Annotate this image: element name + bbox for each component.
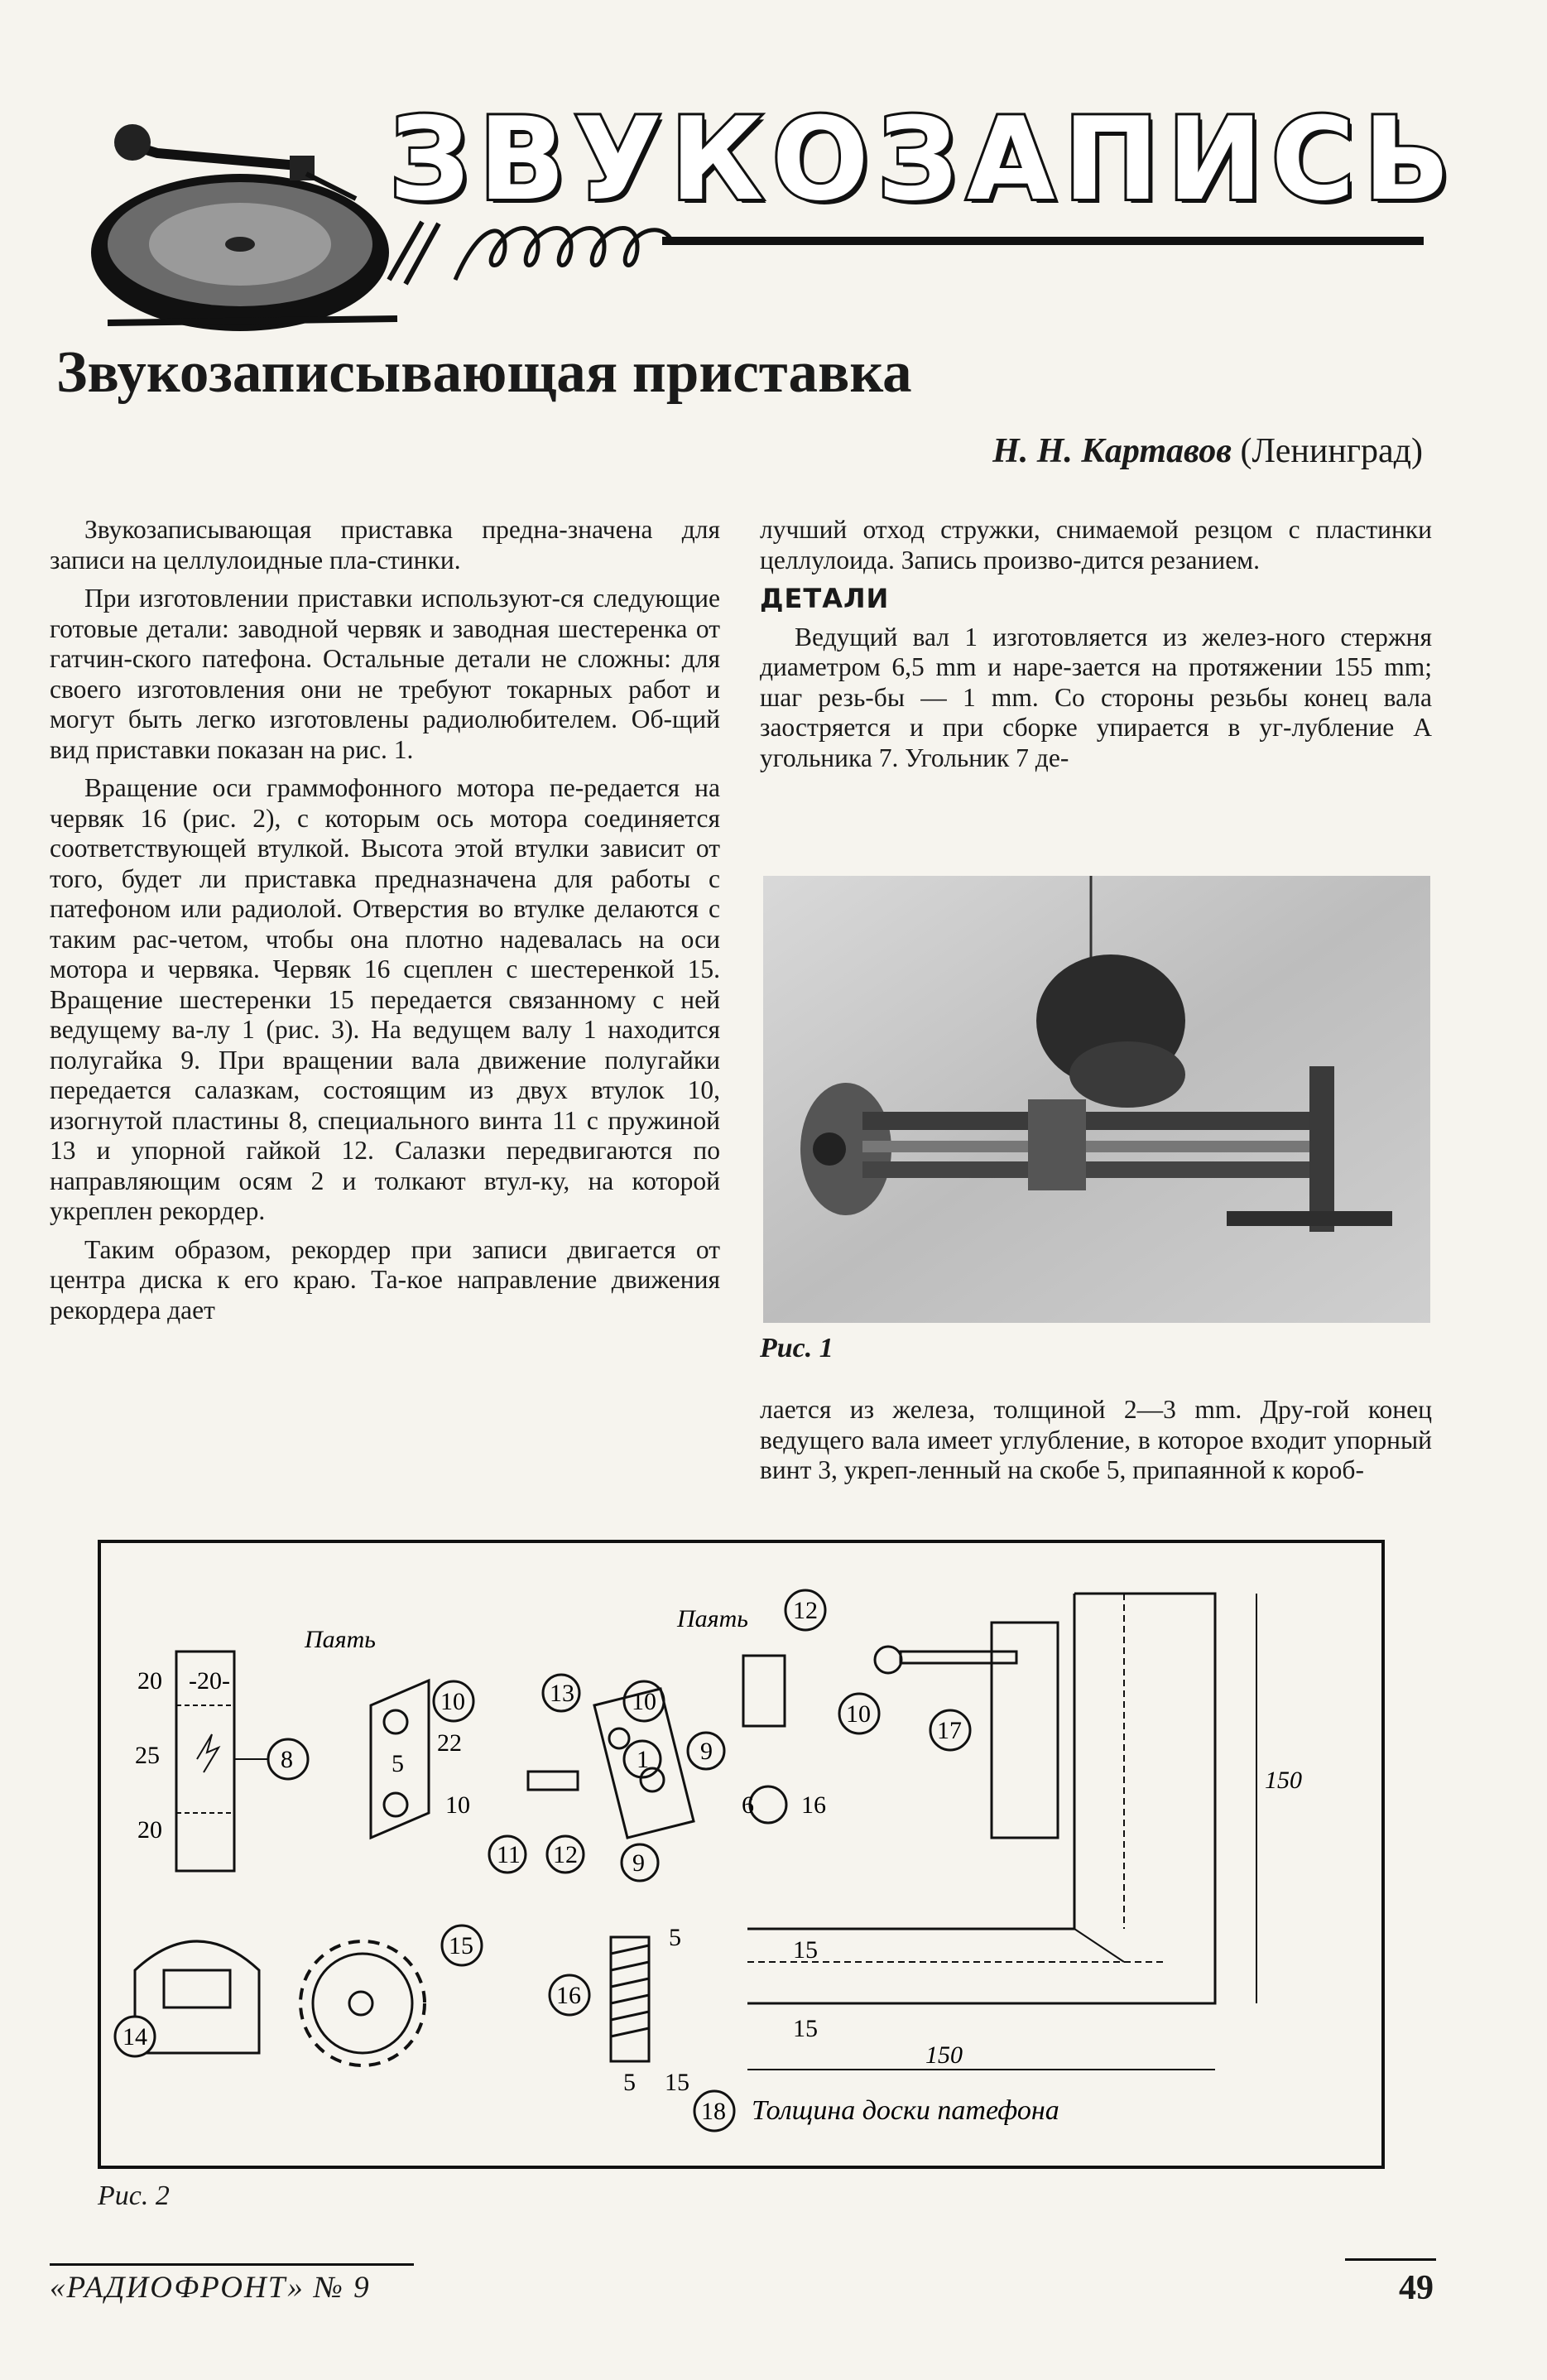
dim-label: 15 (793, 1936, 818, 1964)
figure-1-caption: Рис. 1 (760, 1333, 834, 1363)
paragraph: лучший отход стружки, снимаемой резцом с пластинки целлулоида. Запись произво-дится резанием. (760, 515, 1432, 575)
section-title: ЗВУКОЗАПИСЬ (389, 93, 1459, 226)
part-number: 12 (553, 1841, 578, 1868)
dim-label: 15 (793, 2015, 818, 2042)
solder-label: Паять (305, 1626, 376, 1653)
part-number: 15 (449, 1932, 473, 1959)
footer-rule (1345, 2258, 1436, 2261)
solder-label: Паять (677, 1605, 748, 1632)
dim-label: 6 (742, 1791, 754, 1819)
left-column (50, 515, 720, 1334)
paragraph: При изготовлении приставки используют-ся следующие готовые детали: заводной червяк и заводная шестеренка от гатчин-ского патефона. Остальные детали не сложны: для своего изготовления они не требуют токарных работ и могут быть легко изготовлены радиолюбителем. Об-щий вид приставки показан на рис. 1. (50, 584, 720, 764)
dim-label: 16 (801, 1791, 826, 1819)
part-number: 14 (123, 2023, 147, 2051)
dim-label: 5 (623, 2069, 636, 2096)
part-number: 18 (701, 2098, 726, 2125)
paragraph: Таким образом, рекордер при записи двигается от центра диска к его краю. Та-кое направление движения рекордера дает (50, 1234, 720, 1325)
dim-label: 150 (925, 2041, 963, 2069)
journal-name: «РАДИОФРОНТ» № 9 (50, 2271, 371, 2305)
dim-label: 15 (665, 2069, 689, 2096)
dim-label: 22 (437, 1729, 462, 1757)
right-column-top (760, 515, 1432, 781)
part-number: 17 (937, 1717, 962, 1744)
part-number: 16 (556, 1982, 581, 2009)
author-name: Н. Н. Картавов (992, 432, 1232, 470)
part-number: 12 (793, 1597, 818, 1624)
part-number: 10 (440, 1688, 465, 1715)
dim-label: 150 (1265, 1767, 1302, 1794)
part-number: 13 (550, 1680, 574, 1707)
section-heading: ДЕТАЛИ (760, 583, 890, 614)
board-thickness-label: Толщина доски патефона (752, 2095, 1059, 2126)
author-city: (Ленинград) (1240, 432, 1423, 470)
dim-label: 20 (137, 1667, 162, 1695)
part-number: 11 (497, 1841, 521, 1868)
part-number: 9 (632, 1849, 645, 1877)
article-title: Звукозаписывающая приставка (56, 340, 912, 405)
figure-2-drawing (98, 1540, 1385, 2169)
footer-rule (50, 2263, 414, 2266)
page-number: 49 (1399, 2269, 1434, 2307)
banner-flourish (381, 214, 1440, 288)
device-photo (763, 876, 1430, 1323)
paragraph: Звукозаписывающая приставка предна-значена для записи на целлулоидные пла-стинки. (50, 515, 720, 575)
dim-label: 10 (445, 1791, 470, 1819)
dim-label: 5 (669, 1924, 681, 1951)
dim-label: -20- (189, 1667, 230, 1695)
part-number: 1 (637, 1746, 649, 1773)
dim-label: 25 (135, 1742, 160, 1769)
part-number: 9 (700, 1738, 713, 1765)
part-number: 10 (846, 1700, 871, 1728)
figure-2-caption: Рис. 2 (98, 2180, 170, 2211)
dim-label: 20 (137, 1816, 162, 1844)
paragraph: лается из железа, толщиной 2—3 mm. Дру-гой конец ведущего вала имеет углубление, в которое входит упорный винт 3, укреп-ленный на скобе 5, припаянной к короб- (760, 1395, 1432, 1484)
paragraph: Вращение оси граммофонного мотора пе-редается на червяк 16 (рис. 2), с которым ось мотора соединяется соответствующей втулкой. Высота этой втулки зависит от того, будет ли приставка предназначена для работы с патефоном или радиолой. Отверстия во втулке делаются с таким рас-четом, чтобы она плотно надевалась на оси мотора и червяка. Червяк 16 сцеплен с шестеренкой 15. Вращение шестеренки 15 передается связанному с ней ведущему ва-лу 1 (рис. 3). На ведущем валу 1 находится полугайка 9. При вращении вала движение полугайки передается салазкам, состоящим из двух втулок 10, изогнутой пластины 8, специального винта 11 с пружиной 13 и упорной гайкой 12. Салазки передвигаются по направляющим осям 2 и толкают втул-ку, на которой укреплен рекордер. (50, 773, 720, 1225)
byline (992, 426, 1423, 476)
part-number: 8 (281, 1746, 293, 1773)
paragraph: Ведущий вал 1 изготовляется из желез-ного стержня диаметром 6,5 mm и наре-зается на протяжении 155 mm; шаг резь-бы — 1 mm. Со стороны резьбы конец вала заостряется и при сборке упирается в уг-лубление А угольника 7. Угольник 7 де- (760, 622, 1432, 772)
part-number: 10 (632, 1688, 656, 1715)
dim-label: 5 (392, 1750, 404, 1777)
right-column-bottom (760, 1395, 1432, 1494)
